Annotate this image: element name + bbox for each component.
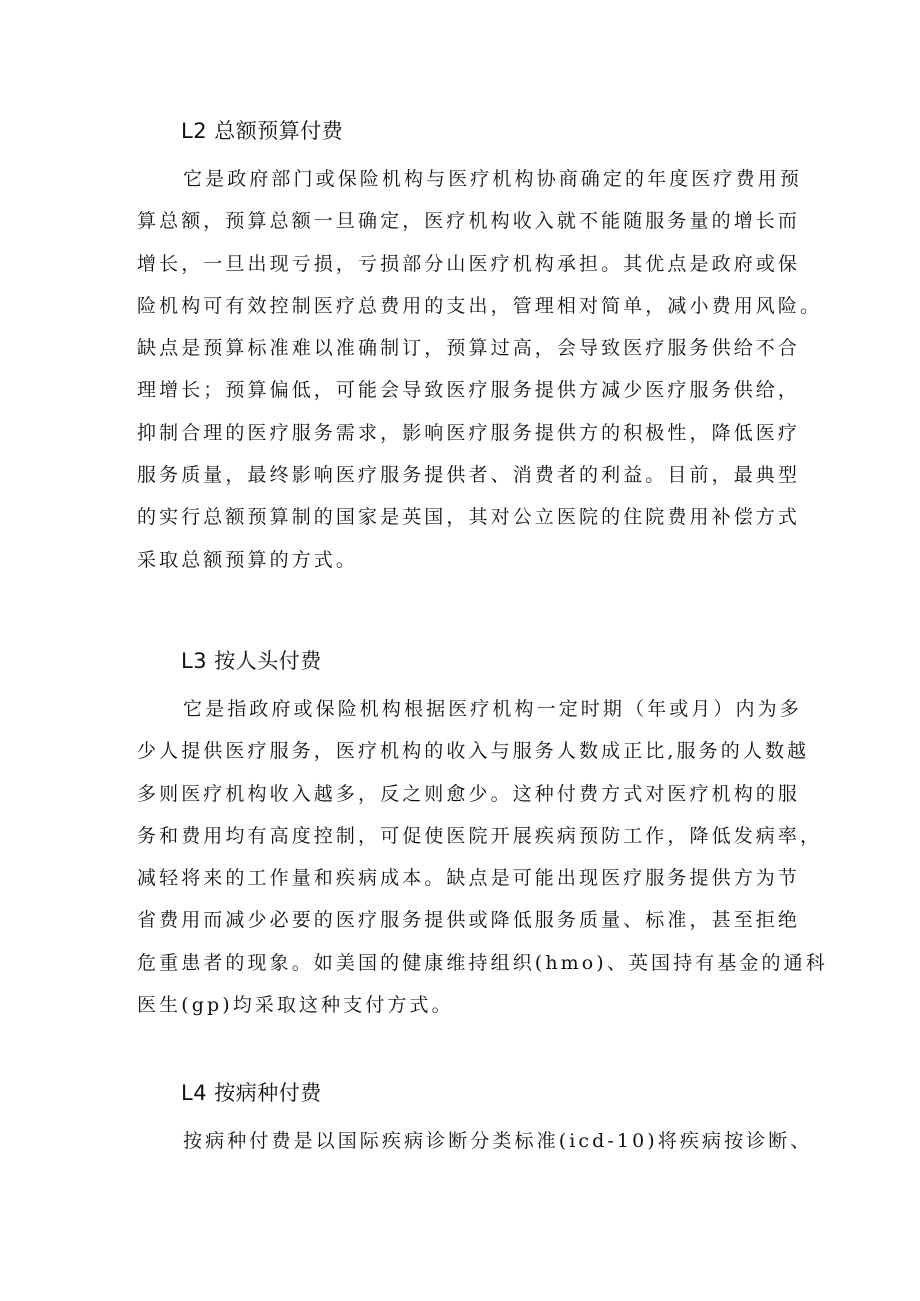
paragraph-l2 — [137, 158, 823, 581]
paragraph-l4 — [137, 1120, 813, 1162]
paragraph-line: 增长，一旦出现亏损，亏损部分山医疗机构承担。其优点是政府或保 — [137, 252, 801, 275]
paragraph-line: 危重患者的现象。如美国的健康维持组织(hmo)、英国持有基金的通科 — [137, 951, 828, 974]
paragraph-line: 它是指政府或保险机构根据医疗机构一定时期（年或月）内为多 — [183, 698, 802, 720]
paragraph-l3 — [137, 688, 828, 1026]
paragraph-line: 理增长；预算偏低，可能会导致医疗服务提供方减少医疗服务供给， — [137, 379, 801, 402]
paragraph-line: 服务质量，最终影响医疗服务提供者、消费者的利益。目前，最典型 — [137, 464, 801, 487]
paragraph-line: 减轻将来的工作量和疾病成本。缺点是可能出现医疗服务提供方为节 — [137, 867, 801, 890]
paragraph-line: 的实行总额预算制的国家是英国，其对公立医院的住院费用补偿方式 — [137, 506, 801, 529]
paragraph-line: 按病种付费是以国际疾病诊断分类标准(icd-10)将疾病按诊断、 — [183, 1130, 813, 1152]
paragraph-line: 算总额，预算总额一旦确定，医疗机构收入就不能随服务量的增长而 — [137, 210, 801, 233]
paragraph-line: 抑制合理的医疗服务需求，影响医疗服务提供方的积极性，降低医疗 — [137, 421, 801, 444]
paragraph-line: 它是政府部门或保险机构与医疗机构协商确定的年度医疗费用预 — [183, 168, 802, 190]
paragraph-line: 少人提供医疗服务，医疗机构的收入与服务人数成正比,服务的人数越 — [137, 740, 810, 763]
paragraph-line: 缺点是预算标准难以准确制订，预算过高，会导致医疗服务供给不合 — [137, 337, 801, 360]
paragraph-line: 医生(gp)均采取这种支付方式。 — [137, 994, 454, 1017]
paragraph-line: 多则医疗机构收入越多，反之则愈少。这种付费方式对医疗机构的服 — [137, 782, 801, 805]
section-heading-l2: L2 总额预算付费 — [181, 119, 344, 143]
paragraph-line: 省费用而减少必要的医疗服务提供或降低服务质量、标准，甚至拒绝 — [137, 909, 801, 932]
paragraph-line: 务和费用均有高度控制，可促使医院开展疾病预防工作，降低发病率， — [137, 824, 823, 847]
paragraph-line: 险机构可有效控制医疗总费用的支出，管理相对简单，减小费用风险。 — [137, 294, 823, 317]
paragraph-line: 采取总额预算的方式。 — [137, 548, 359, 571]
section-heading-l3: L3 按人头付费 — [181, 649, 322, 673]
section-heading-l4: L4 按病种付费 — [181, 1081, 322, 1105]
